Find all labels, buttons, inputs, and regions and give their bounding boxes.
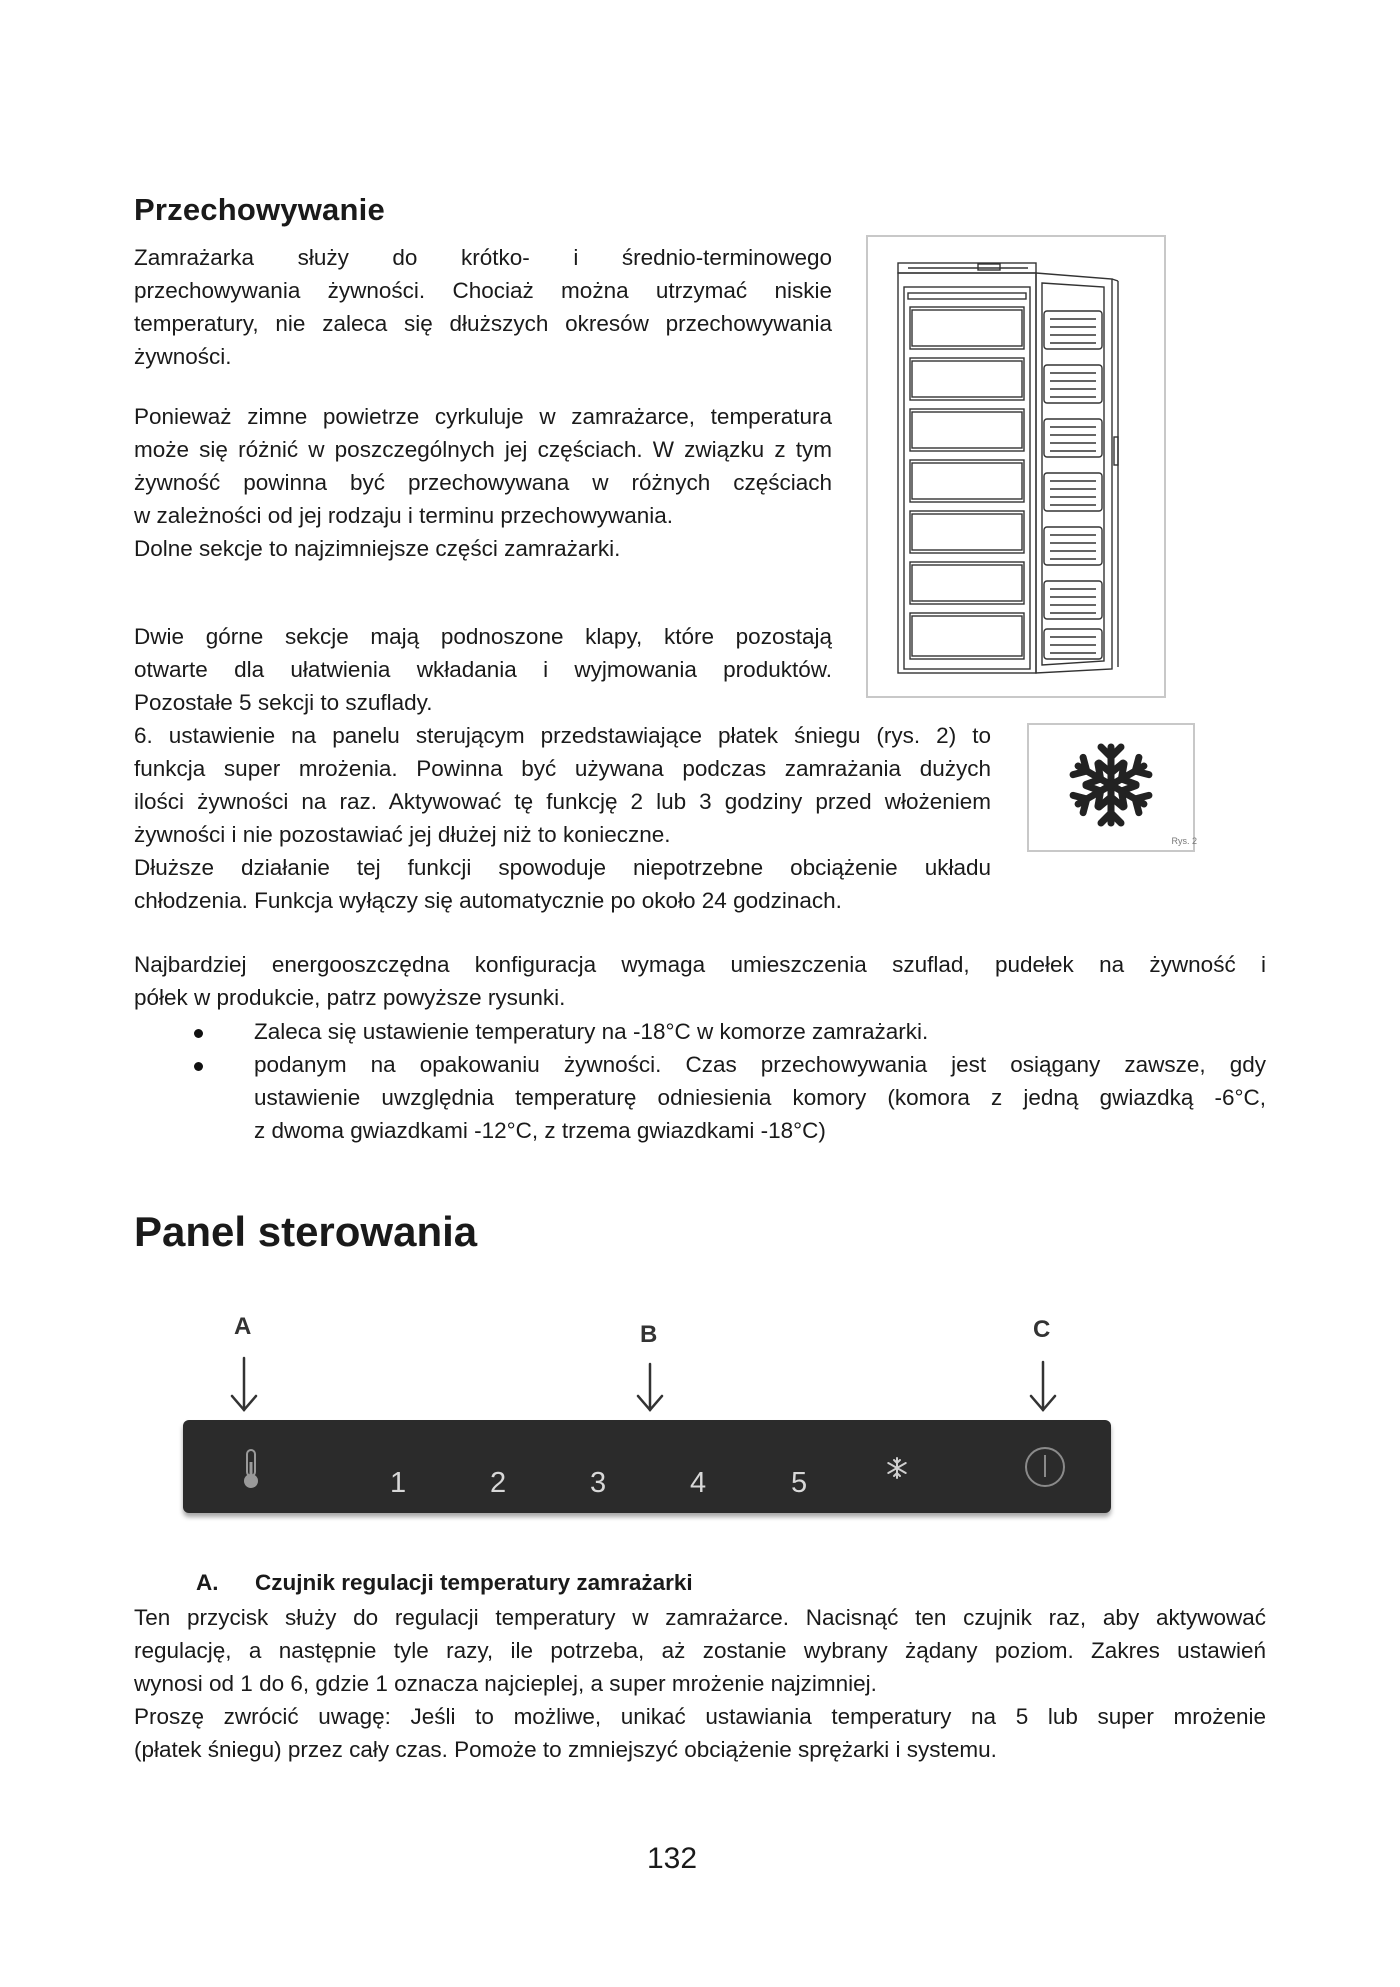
- text-line: Dolne sekcje to najzimniejsze części zamrażarki.: [134, 536, 621, 561]
- section-title-storage: Przechowywanie: [134, 192, 385, 227]
- figure-snowflake: [1027, 723, 1195, 852]
- super-freeze-button[interactable]: [885, 1456, 909, 1485]
- paragraph-sections: [134, 620, 832, 719]
- paragraph-super-freeze: [134, 719, 991, 917]
- text-line: może się różnić w poszczególnych jej częściach. W związku z tym: [134, 437, 832, 462]
- text-line: chłodzenia. Funkcja wyłączy się automatycznie po około 24 godzinach.: [134, 888, 842, 913]
- section-title-control-panel: Panel sterowania: [134, 1208, 478, 1255]
- text-line: przechowywania żywności. Chociaż można utrzymać niskie: [134, 278, 832, 303]
- arrow-down-icon: [638, 1364, 662, 1410]
- arrow-down-icon: [1031, 1362, 1055, 1410]
- paragraph-energy-config: [134, 948, 1266, 1014]
- list-item: [134, 1048, 1266, 1147]
- text-line: żywności.: [134, 344, 232, 369]
- level-button-5[interactable]: 5: [791, 1467, 808, 1499]
- level-button-1[interactable]: 1: [390, 1467, 407, 1499]
- bullet-list: [134, 1015, 1266, 1147]
- power-icon: [1024, 1446, 1066, 1488]
- text-line: półek w produkcie, patrz powyższe rysunki.: [134, 985, 566, 1010]
- text-line: temperatury, nie zaleca się dłuższych okresów przechowywania: [134, 311, 832, 336]
- paragraph-sensor-a: [134, 1601, 1266, 1766]
- text-line: Dłuższe działanie tej funkcji spowoduje niepotrzebne obciążenie układu: [134, 855, 991, 880]
- figure-caption: Rys. 2: [1171, 836, 1197, 846]
- level-button-4[interactable]: 4: [690, 1467, 707, 1499]
- text-line: ustawienie uwzględnia temperaturę odniesienia komory (komora z jedną gwiazdką -6°C,: [254, 1085, 1266, 1110]
- callout-label-b: B: [640, 1321, 658, 1348]
- text-line: Zamrażarka służy do krótko- i średnio-terminowego: [134, 245, 832, 270]
- paragraph-air-circulation: [134, 400, 832, 565]
- snowflake-icon: [1029, 725, 1193, 850]
- level-button-3[interactable]: 3: [590, 1467, 607, 1499]
- page-number: 132: [647, 1842, 698, 1875]
- bullet-icon: [194, 1062, 203, 1071]
- freezer-drawing: [868, 237, 1164, 696]
- thermometer-icon: [239, 1448, 263, 1490]
- list-item: [134, 1015, 1266, 1048]
- text-line: z dwoma gwiazdkami -12°C, z trzema gwiazdkami -18°C): [254, 1118, 826, 1143]
- list-marker-a: A.: [196, 1570, 219, 1595]
- text-line: Pozostałe 5 sekcji to szuflady.: [134, 690, 433, 715]
- snowflake-icon: [885, 1456, 909, 1480]
- text-line: w zależności od jej rodzaju i terminu przechowywania.: [134, 503, 674, 528]
- text-line: wynosi od 1 do 6, gdzie 1 oznacza najcieplej, a super mrożenie najzimniej.: [134, 1671, 877, 1696]
- text-line: podanym na opakowaniu żywności. Czas przechowywania jest osiągany zawsze, gdy: [254, 1052, 1266, 1077]
- text-line: Zaleca się ustawienie temperatury na -18°C w komorze zamrażarki.: [254, 1019, 929, 1044]
- text-line: regulację, a następnie tyle razy, ile potrzeba, aż zostanie wybrany żądany poziom. Zakres ustawień: [134, 1638, 1266, 1663]
- text-line: (płatek śniegu) przez cały czas. Pomoże to zmniejszyć obciążenie sprężarki i systemu.: [134, 1737, 997, 1762]
- callout-label-c: C: [1033, 1316, 1051, 1343]
- text-line: Ponieważ zimne powietrze cyrkuluje w zamrażarce, temperatura: [134, 404, 832, 429]
- text-line: Ten przycisk służy do regulacji temperatury w zamrażarce. Nacisnąć ten czujnik raz, aby aktywować: [134, 1605, 1266, 1630]
- text-line: Dwie górne sekcje mają podnoszone klapy, które pozostają: [134, 624, 832, 649]
- subsection-heading: Czujnik regulacji temperatury zamrażarki: [255, 1570, 693, 1595]
- paragraph-storage-intro: [134, 241, 832, 373]
- text-line: funkcja super mrożenia. Powinna być używana podczas zamrażania dużych: [134, 756, 991, 781]
- arrow-down-icon: [232, 1358, 256, 1410]
- text-line: 6. ustawienie na panelu sterującym przedstawiające płatek śniegu (rys. 2) to: [134, 723, 991, 748]
- level-button-2[interactable]: 2: [490, 1467, 507, 1499]
- text-line: ilości żywności na raz. Aktywować tę funkcję 2 lub 3 godziny przed włożeniem: [134, 789, 991, 814]
- freezer-illustration: [866, 235, 1166, 698]
- bullet-icon: [194, 1029, 203, 1038]
- text-line: żywności i nie pozostawiać jej dłużej niż to konieczne.: [134, 822, 671, 847]
- callout-label-a: A: [234, 1313, 252, 1340]
- text-line: Proszę zwrócić uwagę: Jeśli to możliwe, unikać ustawiania temperatury na 5 lub super mrożenie: [134, 1704, 1266, 1729]
- thermometer-button[interactable]: [239, 1448, 263, 1495]
- power-button[interactable]: [1024, 1446, 1066, 1493]
- text-line: żywność powinna być przechowywana w różnych częściach: [134, 470, 832, 495]
- text-line: otwarte dla ułatwienia wkładania i wyjmowania produktów.: [134, 657, 832, 682]
- callout-arrows: [0, 1350, 1400, 1420]
- control-panel: [183, 1420, 1111, 1513]
- text-line: Najbardziej energooszczędna konfiguracja wymaga umieszczenia szuflad, pudełek na żywność i: [134, 952, 1266, 977]
